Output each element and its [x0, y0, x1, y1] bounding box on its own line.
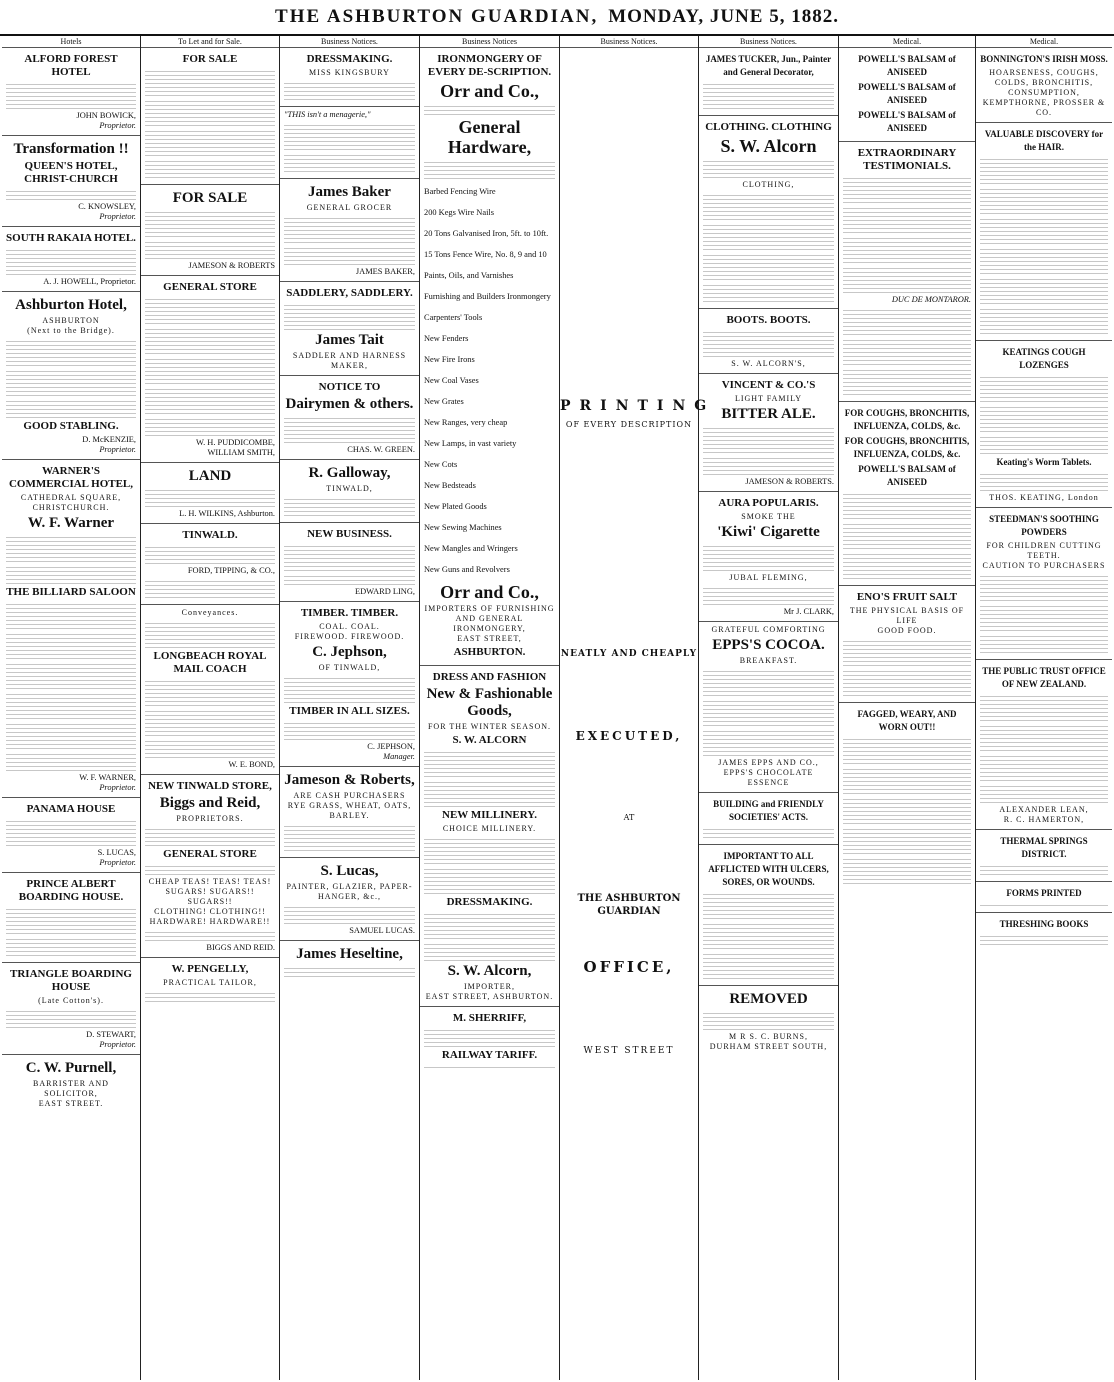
orr-item: Paints, Oils, and Varnishes [424, 271, 514, 280]
ad-warners-hotel: WARNER'S COMMERCIAL HOTEL, CATHEDRAL SQUARE, CHRISTCHURCH. W. F. Warner THE BILLIARD SALOON W. F. WARNER, Proprietor. [2, 460, 140, 798]
ad-tinwald: TINWALD. FORD, TIPPING, & CO., [141, 524, 279, 605]
ad-fagged: FAGGED, WEARY, AND WORN OUT!! [839, 703, 975, 890]
orr-item: New Bedsteads [424, 481, 476, 490]
column-header: Medical. [976, 36, 1112, 48]
orr-item: New Guns and Revolvers [424, 565, 510, 574]
orr-item: New Fire Irons [424, 355, 475, 364]
ad-vincent-ale: VINCENT & CO.'S LIGHT FAMILY BITTER ALE. JAMESON & ROBERTS. [699, 374, 838, 492]
column-header: Business Notices. [699, 36, 838, 48]
orr-item: 20 Tons Galvanised Iron, 5ft. to 10ft. [424, 229, 549, 238]
ad-pengelly: W. PENGELLY, PRACTICAL TAILOR, [141, 958, 279, 1008]
printing-neatly: NEATLY AND CHEAPLY [560, 649, 698, 659]
orr-item: New Coal Vases [424, 376, 479, 385]
ad-galloway: R. Galloway, TINWALD, [280, 460, 419, 523]
printing-office-name: THE ASHBURTON GUARDIAN [577, 893, 681, 917]
ad-jameson-roberts: Jameson & Roberts, ARE CASH PURCHASERS RYE GRASS, WHEAT, OATS, BARLEY. [280, 767, 419, 858]
ad-general-store: GENERAL STORE W. H. PUDDICOMBE, WILLIAM SMITH, [141, 276, 279, 463]
ad-transformation: Transformation !! QUEEN'S HOTEL, CHRIST-CHURCH C. KNOWSLEY, Proprietor. [2, 136, 140, 227]
ad-mexican-hair: VALUABLE DISCOVERY for the HAIR. [976, 123, 1112, 341]
ad-alford-forest: ALFORD FOREST HOTEL JOHN BOWICK, Proprietor. [2, 48, 140, 136]
ad-building-society: BUILDING and FRIENDLY SOCIETIES' ACTS. [699, 793, 838, 845]
ad-orr-ironmongery: IRONMONGERY OF EVERY DE-SCRIPTION. Orr and Co., General Hardware, Barbed Fencing Wire 200 Kegs Wire Nails 20 Tons Galvanised Iron, 5ft. to 10ft. 15 Tons Fence Wire, No. 8, 9 and 10 Paints, Oils, and Varnishes Furnishing and Builders Ironmongery Carpenters' Tools New Fenders New Fire Irons New Coal Vases New Grates New Ranges, very cheap New Lamps, in vast variety New Cots New Bedsteads New Plated Goods New Sewing Machines New Mangles and Wringers New Guns and Revolvers Orr and Co., IMPORTERS OF FURNISHING AND GENERAL IRONMONGERY, EAST STREET, ASHBURTON. [420, 48, 559, 666]
column-medical-1 [839, 36, 976, 1380]
orr-item: 200 Kegs Wire Nails [424, 208, 494, 217]
ad-kingsbury: DRESSMAKING. MISS KINGSBURY [280, 48, 419, 107]
printing-description: OF EVERY DESCRIPTION [565, 420, 693, 429]
ad-boots: BOOTS. BOOTS. S. W. ALCORN'S, [699, 309, 838, 374]
ad-for-sale: FOR SALE JAMESON & ROBERTS [141, 185, 279, 276]
ad-menagerie: "THIS isn't a menagerie," [280, 107, 419, 179]
ad-ashburton-hotel: Ashburton Hotel, ASHBURTON (Next to the Bridge). GOOD STABLING. D. McKENZIE, Proprietor. [2, 292, 140, 460]
ad-heseltine: James Heseltine, [280, 941, 419, 983]
ad-land: LAND L. H. WILKINS, Ashburton. [141, 463, 279, 524]
ad-forms: FORMS PRINTED [976, 882, 1112, 913]
column-business-1 [280, 36, 420, 1380]
ad-saddlery: SADDLERY, SADDLERY. James Tait SADDLER AND HARNESS MAKER, [280, 282, 419, 376]
ad-thermal: THERMAL SPRINGS DISTRICT. [976, 830, 1112, 882]
ad-public-trust: THE PUBLIC TRUST OFFICE OF NEW ZEALAND. ALEXANDER LEAN, R. C. HAMERTON, [976, 660, 1112, 830]
orr-item: New Ranges, very cheap [424, 418, 508, 427]
ad-new-business: NEW BUSINESS. EDWARD LING, [280, 523, 419, 602]
ad-purnell: C. W. Purnell, BARRISTER AND SOLICITOR, EAST STREET. [25, 1060, 117, 1108]
ad-clothing: CLOTHING. CLOTHING S. W. Alcorn CLOTHING, [699, 116, 838, 309]
column-printing [560, 36, 716, 1380]
column-header: Business Notices. [280, 36, 419, 48]
ad-steedman: STEEDMAN'S SOOTHING POWDERS FOR CHILDREN CUTTING TEETH. CAUTION TO PURCHASERS [976, 508, 1112, 660]
column-header: Hotels [2, 36, 140, 48]
ad-james-baker: James Baker GENERAL GROCER JAMES BAKER, [280, 179, 419, 282]
orr-item: New Mangles and Wringers [424, 544, 518, 553]
printing-at: AT [623, 813, 635, 822]
orr-item: New Cots [424, 460, 458, 469]
ad-powells-balsam: POWELL'S BALSAM of ANISEED POWELL'S BALSAM of ANISEED POWELL'S BALSAM of ANISEED [839, 48, 975, 142]
ad-conveyances: Conveyances. LONGBEACH ROYAL MAIL COACH W. E. BOND, [141, 605, 279, 775]
newspaper-columns [2, 36, 1112, 1380]
column-hotels [2, 36, 141, 1380]
printing-office: OFFICE, [583, 958, 675, 976]
ad-biggs-reid: NEW TINWALD STORE, Biggs and Reid, PROPRIETORS. GENERAL STORE CHEAP TEAS! TEAS! TEAS! SUGARS! SUGARS!! SUGARS!! CLOTHING! CLOTHING!! HARDWARE! HARDWARE!! BIGGS AND REID. [141, 775, 279, 958]
ad-alcorn-dress: DRESS AND FASHION New & Fashionable Goods, FOR THE WINTER SEASON. S. W. ALCORN NEW MILLINERY. CHOICE MILLINERY. DRESSMAKING. S. W. Alcorn, IMPORTER, EAST STREET, ASHBURTON. [420, 666, 559, 1007]
ad-powells-coughs: FOR COUGHS, BRONCHITIS, INFLUENZA, COLDS, &c. FOR COUGHS, BRONCHITIS, INFLUENZA, COLDS, &c. POWELL'S BALSAM of ANISEED [839, 402, 975, 586]
ad-epps-cocoa: GRATEFUL COMFORTING EPPS'S COCOA. BREAKFAST. JAMES EPPS AND CO., EPPS'S CHOCOLATE ESSENCE [699, 622, 838, 793]
ad-sherriff: M. SHERRIFF, RAILWAY TARIFF. [420, 1007, 559, 1074]
column-to-let [141, 36, 280, 1380]
orr-item: New Fenders [424, 334, 469, 343]
orr-item: Carpenters' Tools [424, 313, 483, 322]
ad-threshing: THRESHING BOOKS [976, 913, 1112, 951]
ad-keatings: KEATINGS COUGH LOZENGES Keating's Worm Tablets. THOS. KEATING, London [976, 341, 1112, 508]
column-medical-2 [976, 36, 1112, 1380]
issue-date: MONDAY, JUNE 5, 1882. [608, 6, 839, 27]
ad-triangle: TRIANGLE BOARDING HOUSE (Late Cotton's). D. STEWART, Proprietor. [2, 963, 140, 1055]
printing-ad [560, 398, 716, 1056]
column-business-2 [420, 36, 560, 1380]
orr-item: Barbed Fencing Wire [424, 187, 496, 196]
ad-s-lucas: S. Lucas, PAINTER, GLAZIER, PAPER-HANGER, &c., SAMUEL LUCAS. [280, 858, 419, 941]
ad-enos-fruit-salt: ENO'S FRUIT SALT THE PHYSICAL BASIS OF LIFE GOOD FOOD. [839, 586, 975, 703]
ad-south-rakaia: SOUTH RAKAIA HOTEL. A. J. HOWELL, Proprietor. [2, 227, 140, 292]
newspaper-title: THE ASHBURTON GUARDIAN, [275, 6, 599, 27]
printing-executed: EXECUTED, [575, 729, 683, 743]
column-header: Business Notices. [560, 36, 698, 48]
printing-street: WEST STREET [583, 1046, 675, 1056]
orr-item: New Grates [424, 397, 464, 406]
masthead [0, 0, 1114, 36]
orr-item-list [424, 181, 555, 580]
column-header: To Let and for Sale. [141, 36, 279, 48]
ad-holloway: IMPORTANT TO ALL AFFLICTED WITH ULCERS, SORES, OR WOUNDS. [699, 845, 838, 986]
orr-item: New Sewing Machines [424, 523, 502, 532]
orr-item: New Plated Goods [424, 502, 487, 511]
ad-tucker: JAMES TUCKER, Jun., Painter and General Decorator, [699, 48, 838, 116]
ad-cooper-sale: FOR SALE [141, 48, 279, 185]
orr-item: New Lamps, in vast variety [424, 439, 517, 448]
ad-prince-albert: PRINCE ALBERT BOARDING HOUSE. [2, 873, 140, 963]
orr-item: 15 Tons Fence Wire, No. 8, 9 and 10 [424, 250, 547, 259]
column-header: Business Notices [420, 36, 559, 48]
ad-panama-house: PANAMA HOUSE S. LUCAS, Proprietor. [2, 798, 140, 873]
printing-heading: PRINTING [560, 398, 716, 414]
ad-irish-moss: BONNINGTON'S IRISH MOSS. HOARSENESS, COUGHS, COLDS, BRONCHITIS, CONSUMPTION, KEMPTHORNE, PROSSER & CO. [976, 48, 1112, 123]
column-header: Medical. [839, 36, 975, 48]
ad-extraordinary: EXTRAORDINARY TESTIMONIALS. DUC DE MONTAROR. [839, 142, 975, 402]
ad-removed: REMOVED M R S. C. BURNS, DURHAM STREET SOUTH, [699, 986, 838, 1056]
orr-item: Furnishing and Builders Ironmongery [424, 292, 551, 301]
ad-kiwi-cigarette: AURA POPULARIS. SMOKE THE 'Kiwi' Cigarette JUBAL FLEMING, Mr J. CLARK, [699, 492, 838, 622]
ad-dairymen: NOTICE TO Dairymen & others. CHAS. W. GREEN. [280, 376, 419, 460]
column-business-3 [699, 36, 839, 1380]
ad-timber: TIMBER. TIMBER. COAL. COAL. FIREWOOD. FIREWOOD. C. Jephson, OF TINWALD, TIMBER IN ALL SIZES. C. JEPHSON, Manager. [280, 602, 419, 767]
